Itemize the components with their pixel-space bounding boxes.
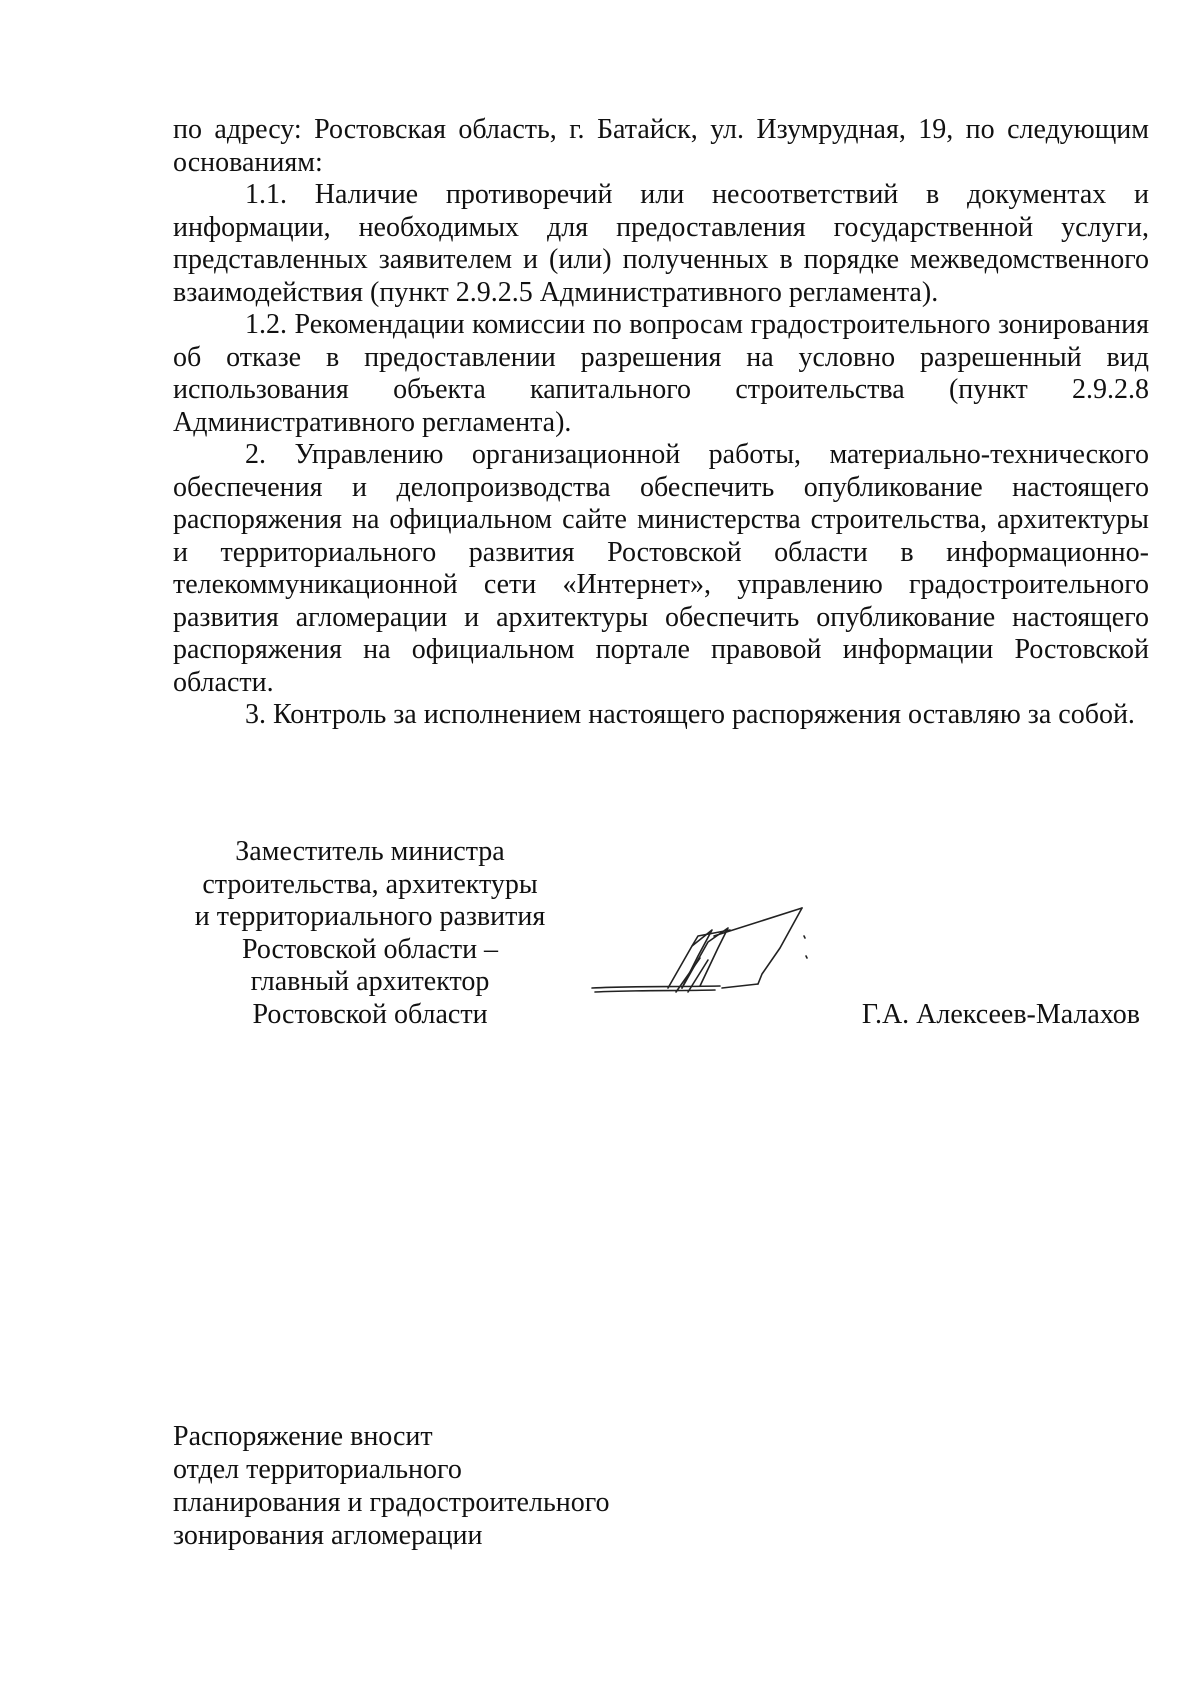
signer-name: Г.А. Алексеев-Малахов	[861, 999, 1140, 1030]
position-line: Заместитель министра	[235, 836, 505, 867]
document-body	[173, 114, 1149, 732]
item-1-1-paragraph: 1.1. Наличие противоречий или несоответствий в документах и информации, необходимых для предоставления государственной услуги, представленных заявителем и (или) полученных в порядке межведомственного взаимодействия (пункт 2.9.2.5 Административного регламента).	[173, 179, 1149, 308]
submitted-by-note	[173, 1420, 610, 1552]
item-3-paragraph: 3. Контроль за исполнением настоящего распоряжения оставляю за собой.	[245, 699, 1135, 730]
position-line: главный архитектор	[250, 966, 490, 997]
signatory-position	[160, 836, 580, 1031]
item-1-2-paragraph: 1.2. Рекомендации комиссии по вопросам градостроительного зонирования об отказе в предоставлении разрешения на условно разрешенный вид использования объекта капитального строительства (пункт 2.9.2.8 Административного регламента).	[173, 309, 1149, 438]
position-line: Ростовской области –	[241, 933, 499, 965]
position-line: Ростовской области	[252, 998, 488, 1030]
position-line: и территориального развития	[194, 901, 546, 932]
note-line: Распоряжение вносит	[173, 1421, 433, 1452]
note-line: планирования и градостроительного	[173, 1487, 610, 1518]
note-line: зонирования агломерации	[173, 1520, 483, 1551]
signature-icon	[590, 896, 820, 1006]
address-paragraph: по адресу: Ростовская область, г. Батайск, ул. Изумрудная, 19, по следующим основаниям:	[173, 114, 1149, 178]
note-line: отдел территориального	[173, 1454, 462, 1485]
position-line: строительства, архитектуры	[202, 868, 538, 900]
item-2-paragraph: 2. Управлению организационной работы, материально-технического обеспечения и делопроизводства обеспечить опубликование настоящего распоряжения на официальном сайте министерства строительства, архитектуры и территориального развития Ростовской области в информационно-телекоммуникационной сети «Интернет», управлению градостроительного развития агломерации и архитектуры обеспечить опубликование настоящего распоряжения на официальном портале правовой информации Ростовской области.	[173, 439, 1149, 698]
